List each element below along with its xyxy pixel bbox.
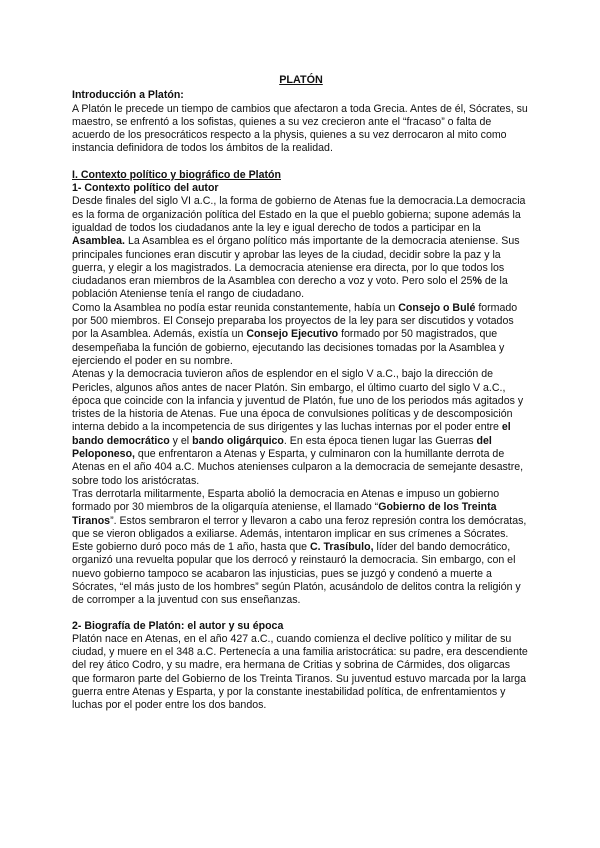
text-run: formado por 500 miembros. El Consejo preparaba los proyectos de la ley para ser discutidos y votados por la Asamblea. Además, existía un <box>72 301 518 341</box>
paragraph-pericles <box>72 368 530 488</box>
paragraph-biografia: Platón nace en Atenas, en el año 427 a.C., cuando comienza el declive político y militar de su ciudad, y muere en el 348 a.C. Pertenecía a una familia aristocrática: su padre, era descendiente del rey ático Codro, y su madre, era hermana de Critias y sobrina de Cármides, dos oligarcas que formaron parte del Gobierno de los Treinta Tiranos. Su juventud estuvo marcada por la larga guerra entre Atenas y Esparta, y por la constante inestabilidad política, de enfrentamientos y luchas por el poder entre los dos bandos. <box>72 632 528 712</box>
text-run: formado por 50 magistrados, que desempeñaba la función de gobierno, ejecutando las decisiones tomadas por la Asamblea y ejerciendo el poder en su nombre. <box>72 328 505 367</box>
bold-term-treinta-tiranos: Gobierno de los Treinta Tiranos <box>72 501 497 527</box>
text-run: Desde finales del siglo VI a.C., la forma de gobierno de Atenas fue la democracia.La democracia es la forma de organización política del Estado en la que el pueblo gobierna; supone además la igualdad de todos los ciudadanos ante la ley e igual derecho de todos a participar en la <box>72 195 526 234</box>
page-title: PLATÓN <box>279 74 323 86</box>
text-run: de la población Ateniense tenía el rango de ciudadano. <box>72 275 508 301</box>
text-run: Atenas y la democracia tuvieron años de esplendor en el siglo V a.C., bajo la dirección de Pericles, algunos años antes de nacer Platón. Sin embargo, el último cuarto del siglo V a.C., época que coincide con la infancia y juventud de Platón, fue uno de los periodos más agitados y tristes de la historia de Atenas. Fue una época de convulsiones políticas y de descomposición interna debido a la incompetencia de sus dirigentes y las luchas internas por el poder entre <box>72 368 524 434</box>
bold-term-trasibulo: C. Trasíbulo, <box>309 541 374 554</box>
intro-heading: Introducción a Platón: <box>72 89 184 102</box>
text-run: Tras derrotarla militarmente, Esparta abolió la democracia en Atenas e impuso un gobierno formado por 30 miembros de la oligarquía ateniense, el llamado “ <box>72 487 500 514</box>
bold-term-consejo-ejecutivo: Consejo Ejecutivo <box>246 328 339 341</box>
bold-term-bando-democratico: el bando democrático <box>72 421 511 447</box>
text-run: ”. Estos sembraron el terror y llevaron a cabo una feroz represión contra los demócratas, que se vieron obligados a exiliarse. Además, intentaron implicar en sus crímenes a Sócrates. Este gobierno duró poco más de 1 año, hasta que <box>72 514 527 554</box>
text-run: La Asamblea es el órgano político más importante de la democracia ateniense. Sus principales funciones eran discutir y aprobar las leyes de la ciudad, decidir sobre la paz y la guerra, y elegir a los magistrados. La democracia ateniense era directa, por lo que todos los ciudadanos eran miembros de la Asamblea con derecho a voz y voto. Pero solo el 25 <box>72 235 520 288</box>
bold-term-consejo-bule: Consejo o Bulé <box>398 301 476 314</box>
paragraph-consejo <box>72 302 530 368</box>
text-run: . En esta época tienen lugar las Guerras <box>283 434 477 447</box>
bold-term-peloponeso: del Peloponeso, <box>72 434 492 461</box>
subsection-heading-biografia: 2- Biografía de Platón: el autor y su época <box>72 619 284 632</box>
bold-term-asamblea: Asamblea. <box>72 235 125 248</box>
text-run: Como la Asamblea no podía estar reunida constantemente, había un <box>72 301 399 314</box>
text-run: y el <box>169 434 193 447</box>
bold-term-bando-oligarquico: bando oligárquico <box>192 434 284 447</box>
bold-percent: % <box>472 275 482 288</box>
intro-paragraph: A Platón le precede un tiempo de cambios que afectaron a toda Grecia. Antes de él, Sócrates, su maestro, se enfrentó a los sofistas, quienes a su vez crecieron ante el “fracaso” o falta de acuerdo de los presocráticos respecto a la physis, quienes a su vez derrocaron al mito como instancia definidora de todos los ámbitos de la realidad. <box>72 102 528 155</box>
section-heading: I. Contexto político y biográfico de Platón <box>72 168 281 181</box>
paragraph-democracy <box>72 195 530 301</box>
text-run: líder del bando democrático, organizó una revuelta popular que los derrocó y reinstauró la democracia. Sin embargo, con el nuevo gobierno tampoco se acabaron las injusticias, pues se juzgó y condenó a muerte a Sócrates, “el más justo de los hombres” según Platón, acusándolo de delitos contra la religión y de corromper a la juventud con sus enseñanzas. <box>72 541 521 607</box>
text-run: que enfrentaron a Atenas y Esparta, y culminaron con la humillante derrota de Atenas en el año 404 a.C. Muchos atenienses culparon a la democracia de semejante desastre, sobre todo los aristócratas. <box>72 448 524 487</box>
subsection-heading-context: 1- Contexto político del autor <box>72 182 219 195</box>
paragraph-treinta-tiranos <box>72 488 530 608</box>
